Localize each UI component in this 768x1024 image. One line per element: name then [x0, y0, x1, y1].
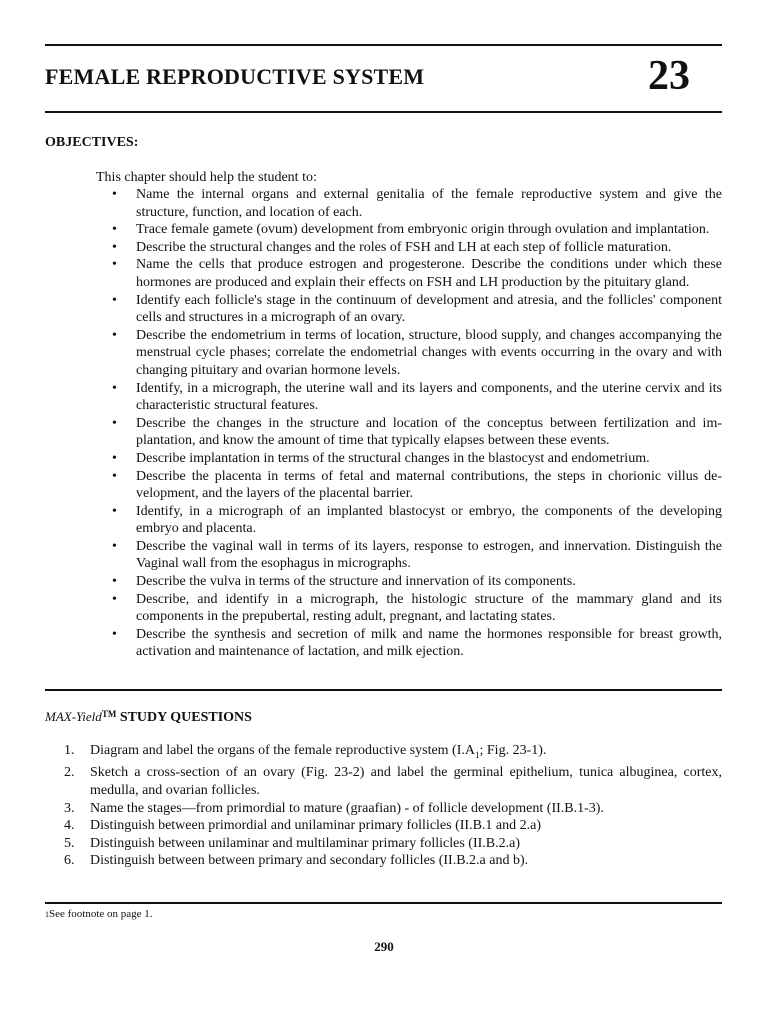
trademark-mark: TM	[101, 709, 117, 719]
objective-item: • Describe the synthesis and secretion of milk and name the hormones responsible for breast growth, activation and maintenance of lactation, and milk ejection.	[112, 626, 722, 661]
objective-item: • Name the internal organs and external genitalia of the female reproductive system and give the structure, function, and location of each.	[112, 186, 722, 221]
question-text: Diagram and label the organs of the female reproductive system (I.A	[90, 743, 475, 758]
question-number: 5.	[64, 835, 75, 851]
question-text: Distinguish between unilaminar and multilaminar primary follicles (II.B.2.a)	[90, 835, 521, 851]
study-questions-list	[64, 742, 722, 870]
top-rule	[45, 44, 722, 46]
study-question-item	[64, 817, 722, 835]
question-text: Sketch a cross-section of an ovary (Fig. 23-2) and label the germinal epithelium, tunica albuginea, cortex, medulla, and ovarian follicles.	[90, 765, 722, 798]
objective-item: • Describe the placenta in terms of fetal and maternal contributions, the steps in chorionic villus de-velopment, and the layers of the placental barrier.	[112, 468, 722, 503]
objective-item: • Describe, and identify in a micrograph, the histologic structure of the mammary gland and its components in the prepubertal, resting adult, pregnant, and lactating states.	[112, 591, 722, 626]
chapter-number: 23	[648, 53, 690, 99]
study-question-item	[64, 742, 722, 764]
objective-item: • Identify, in a micrograph of an implanted blastocyst or embryo, the components of the developing embryo and placenta.	[112, 503, 722, 538]
max-yield-label: MAX-Yield	[45, 709, 102, 724]
objectives-list	[112, 186, 722, 661]
study-questions-heading	[45, 709, 252, 726]
study-question-item	[64, 800, 722, 818]
section-divider-rule	[45, 689, 722, 691]
question-text: Distinguish between between primary and secondary follicles (II.B.2.a and b).	[90, 853, 529, 869]
question-text: Name the stages—from primordial to mature (graafian) - of follicle development (II.B.1-3).	[90, 800, 604, 816]
header-bottom-rule	[45, 111, 722, 113]
study-question-item	[64, 835, 722, 853]
objective-item: • Name the cells that produce estrogen and progesterone. Describe the conditions under which these hormones are produced and explain their effects on FSH and LH production by the pituitary gland.	[112, 256, 722, 291]
study-questions-title: STUDY QUESTIONS	[116, 710, 252, 725]
question-number: 2.	[64, 765, 75, 781]
question-text-tail: ; Fig. 23-1).	[479, 743, 547, 758]
objective-item: • Identify each follicle's stage in the continuum of development and atresia, and the follicles' component cells and structures in a micrograph of an ovary.	[112, 292, 722, 327]
footnote	[45, 908, 153, 920]
question-number: 6.	[64, 853, 75, 869]
study-question-item	[64, 852, 722, 870]
objective-item: • Trace female gamete (ovum) development from embryonic origin through ovulation and implantation.	[112, 221, 722, 239]
question-number: 3.	[64, 800, 75, 816]
objectives-intro: This chapter should help the student to:	[96, 170, 317, 185]
footnote-rule	[45, 902, 722, 904]
objective-item: • Describe the vaginal wall in terms of its layers, response to estrogen, and innervation. Distinguish the Vaginal wall from the esophagus in micrographs.	[112, 538, 722, 573]
question-number: 1.	[64, 743, 75, 758]
objective-item: • Identify, in a micrograph, the uterine wall and its layers and components, and the uterine cervix and its characteristic structural features.	[112, 380, 722, 415]
question-number: 4.	[64, 818, 75, 834]
objective-item: • Describe the structural changes and the roles of FSH and LH at each step of follicle maturation.	[112, 239, 722, 257]
chapter-title: FEMALE REPRODUCTIVE SYSTEM	[45, 64, 425, 89]
question-footnote-ref: 1	[475, 749, 480, 760]
objective-item: • Describe implantation in terms of the structural changes in the blastocyst and endometrium.	[112, 450, 722, 468]
objectives-heading: OBJECTIVES:	[45, 135, 139, 150]
footnote-marker: 1	[45, 910, 49, 919]
objective-item: • Describe the changes in the structure and location of the conceptus between fertilization and im-plantation, and know the amount of time that typically elapses between these events.	[112, 415, 722, 450]
objective-item: • Describe the vulva in terms of the structure and innervation of its components.	[112, 573, 722, 591]
page-number: 290	[374, 939, 394, 954]
footnote-text: See footnote on page 1.	[49, 908, 153, 920]
objective-item: • Describe the endometrium in terms of location, structure, blood supply, and changes accompanying the menstrual cycle phases; correlate the endometrial changes with events occurring in the ovary and with changing pituitary and ovarian hormone levels.	[112, 327, 722, 380]
study-question-item	[64, 764, 722, 799]
question-text: Distinguish between primordial and unilaminar primary follicles (II.B.1 and 2.a)	[90, 818, 541, 834]
